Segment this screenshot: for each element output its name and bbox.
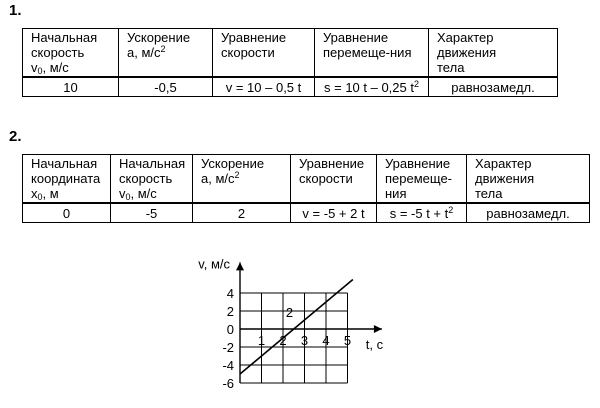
t2-header-a: Ускорение а, $м/с^2$	[193, 155, 291, 204]
t2-header-motion: Характер движения тела	[467, 155, 590, 204]
y-tick-label: 4	[226, 286, 234, 301]
x-axis-arrow	[374, 325, 382, 333]
y-tick-label: -6	[222, 376, 234, 391]
y-tick-label: -4	[222, 358, 234, 373]
series-layer	[240, 280, 353, 375]
t2-header-disp-eq: Уравнение перемеще- ния	[377, 155, 467, 204]
t2-value-disp-eq: s = -5 $t + t^2$	[377, 203, 467, 223]
x-tick-label: 5	[343, 333, 352, 348]
x-tick-label: 2	[279, 333, 287, 348]
section-1-number: 1.	[9, 2, 22, 19]
t1-value-a: -0,5	[119, 77, 213, 97]
y-axis-title: v, м/с	[198, 256, 230, 272]
x-axis-title: t, с	[365, 337, 384, 352]
t1-header-speed-eq: Уравнение скорости	[213, 29, 315, 78]
grid-layer	[240, 293, 348, 383]
t2-value-v0: -5	[111, 203, 193, 223]
t1-value-disp-eq: s = 10 t – 0,25 $t^2$	[315, 77, 429, 97]
t2-value-a: 2	[193, 203, 291, 223]
t1-header-a: Ускорение а, $м/с^2$	[119, 29, 213, 78]
x-tick-label: 1	[257, 333, 266, 348]
t1-value-speed-eq: v = 10 – 0,5 t	[213, 77, 315, 97]
t2-value-speed-eq: v = -5 + 2 t	[291, 203, 377, 223]
y-tick-label: 2	[226, 304, 234, 319]
t2-header-speed-eq: Уравнение скорости	[291, 155, 377, 204]
annotation-label: 2	[285, 305, 294, 320]
y-axis-arrow	[236, 262, 244, 270]
t2-header-x0: Начальная координата $x_0$, м	[23, 155, 111, 204]
t1-value-v0: 10	[23, 77, 119, 97]
label-layer	[198, 256, 383, 391]
velocity-line	[240, 280, 353, 375]
x-tick-label: 3	[300, 333, 309, 348]
t1-value-motion: равнозамедл.	[429, 77, 558, 97]
y-tick-label: -2	[222, 340, 234, 355]
t2-header-v0: Начальная скорость $v_0$, м/с	[111, 155, 193, 204]
t2-value-motion: равнозамедл.	[467, 203, 590, 223]
t2-value-x0: 0	[23, 203, 111, 223]
t1-header-disp-eq: Уравнение перемеще-ния	[315, 29, 429, 78]
section-2-number: 2.	[9, 128, 22, 145]
y-tick-label: 0	[226, 322, 234, 337]
t1-header-motion: Характер движения тела	[429, 29, 558, 78]
t1-header-v0: Начальная скорость $v_0$, м/с	[23, 29, 119, 78]
x-tick-label: 4	[322, 333, 330, 348]
